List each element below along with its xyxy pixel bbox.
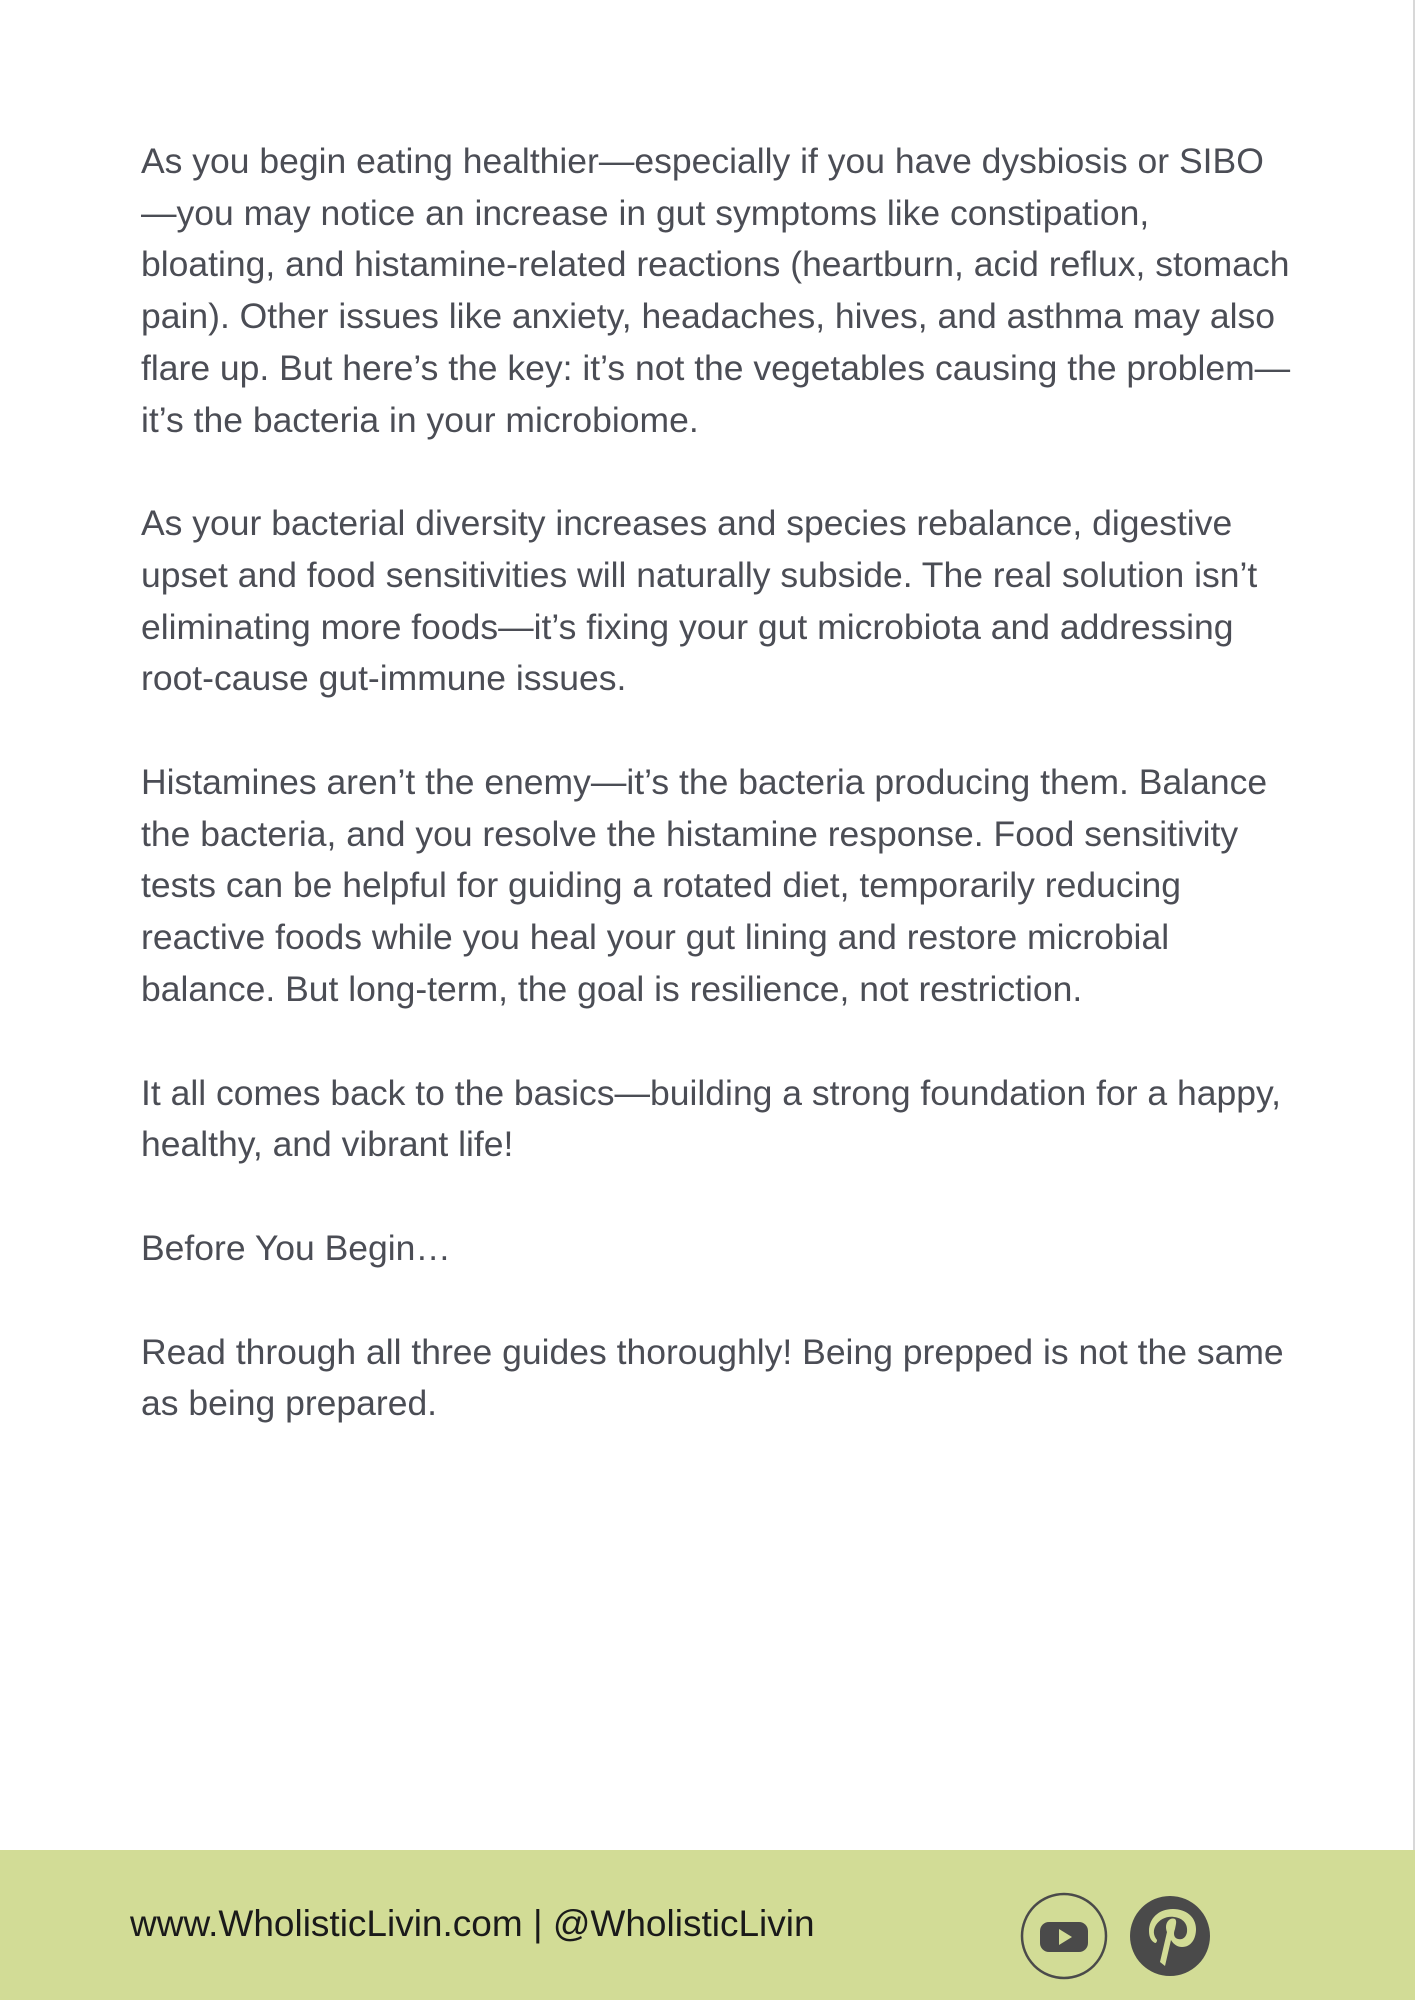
- footer-bar: [0, 1850, 1415, 2000]
- youtube-icon[interactable]: [1020, 1892, 1108, 1980]
- paragraph-bacterial-diversity: As your bacterial diversity increases and species rebalance, digestive upset and food sensitivities will naturally subside. The real solution isn’t eliminating more foods—it’s fixing your gut microbiota and addressing root-cause gut-immune issues.: [141, 503, 1258, 699]
- paragraph-read-guides: Read through all three guides thoroughly! Being prepped is not the same as being prepared.: [141, 1331, 1284, 1424]
- paragraph-before-you-begin: Before You Begin…: [141, 1227, 451, 1268]
- paragraph-gut-symptoms: As you begin eating healthier—especially if you have dysbiosis or SIBO—you may notice an increase in gut symptoms like constipation, bloating, and histamine-related reactions (heartburn, acid reflux, stomach pain). Other issues like anxiety, headaches, hives, and asthma may also flare up. But here’s the key: it’s not the vegetables causing the problem—it’s the bacteria in your microbiome.: [141, 141, 1291, 440]
- pinterest-icon[interactable]: [1129, 1895, 1211, 1977]
- footer-website-handle[interactable]: www.WholisticLivin.com | @WholisticLivin: [130, 1903, 815, 1944]
- paragraph-histamines: Histamines aren’t the enemy—it’s the bacteria producing them. Balance the bacteria, and you resolve the histamine response. Food sensitivity tests can be helpful for guiding a rotated diet, temporarily reducing reactive foods while you heal your gut lining and restore microbial balance. But long-term, the goal is resilience, not restriction.: [141, 762, 1268, 1009]
- document-body: [141, 136, 1291, 1482]
- paragraph-basics: It all comes back to the basics—building a strong foundation for a happy, healthy, and vibrant life!: [141, 1072, 1281, 1165]
